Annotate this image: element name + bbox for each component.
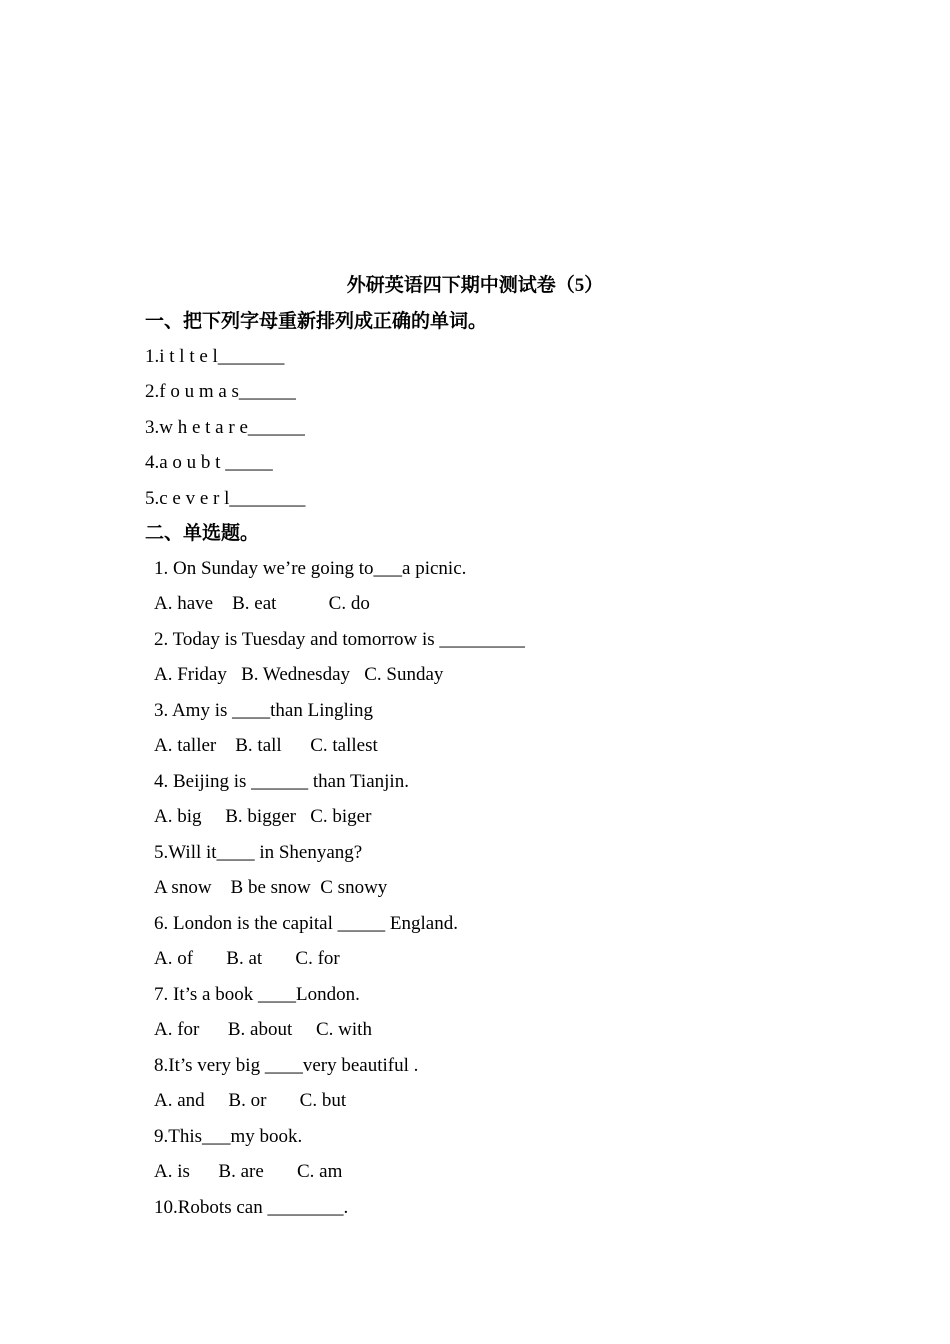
question-5: 5.Will it____ in Shenyang?: [154, 842, 363, 863]
question-8-options: A. and B. or C. but: [154, 1090, 347, 1111]
scramble-item-2: 2.f o u m a s______: [145, 381, 296, 402]
section-1-heading: 一、把下列字母重新排列成正确的单词。: [145, 311, 488, 332]
question-1-options: A. have B. eat C. do: [154, 593, 370, 614]
question-8: 8.It’s very big ____very beautiful .: [154, 1055, 419, 1076]
question-6: 6. London is the capital _____ England.: [154, 913, 458, 934]
scramble-item-3: 3.w h e t a r e______: [145, 417, 305, 438]
question-6-options: A. of B. at C. for: [154, 948, 340, 969]
scramble-item-1: 1.i t l t e l_______: [145, 346, 285, 367]
question-2-options: A. Friday B. Wednesday C. Sunday: [154, 664, 444, 685]
question-5-options: A snow B be snow C snowy: [154, 877, 388, 898]
question-3: 3. Amy is ____than Lingling: [154, 700, 374, 721]
scramble-item-4: 4.a o u b t _____: [145, 452, 273, 473]
question-9-options: A. is B. are C. am: [154, 1161, 343, 1182]
question-2: 2. Today is Tuesday and tomorrow is _________: [154, 629, 525, 650]
question-9: 9.This___my book.: [154, 1126, 303, 1147]
question-3-options: A. taller B. tall C. tallest: [154, 735, 378, 756]
page-title: 外研英语四下期中测试卷（5）: [346, 275, 604, 296]
question-7: 7. It’s a book ____London.: [154, 984, 360, 1005]
question-4: 4. Beijing is ______ than Tianjin.: [154, 771, 409, 792]
question-4-options: A. big B. bigger C. biger: [154, 806, 372, 827]
question-10: 10.Robots can ________.: [154, 1197, 349, 1218]
question-1: 1. On Sunday we’re going to___a picnic.: [154, 558, 467, 579]
scramble-item-5: 5.c e v e r l________: [145, 488, 306, 509]
question-7-options: A. for B. about C. with: [154, 1019, 372, 1040]
section-2-heading: 二、单选题。: [145, 523, 260, 544]
